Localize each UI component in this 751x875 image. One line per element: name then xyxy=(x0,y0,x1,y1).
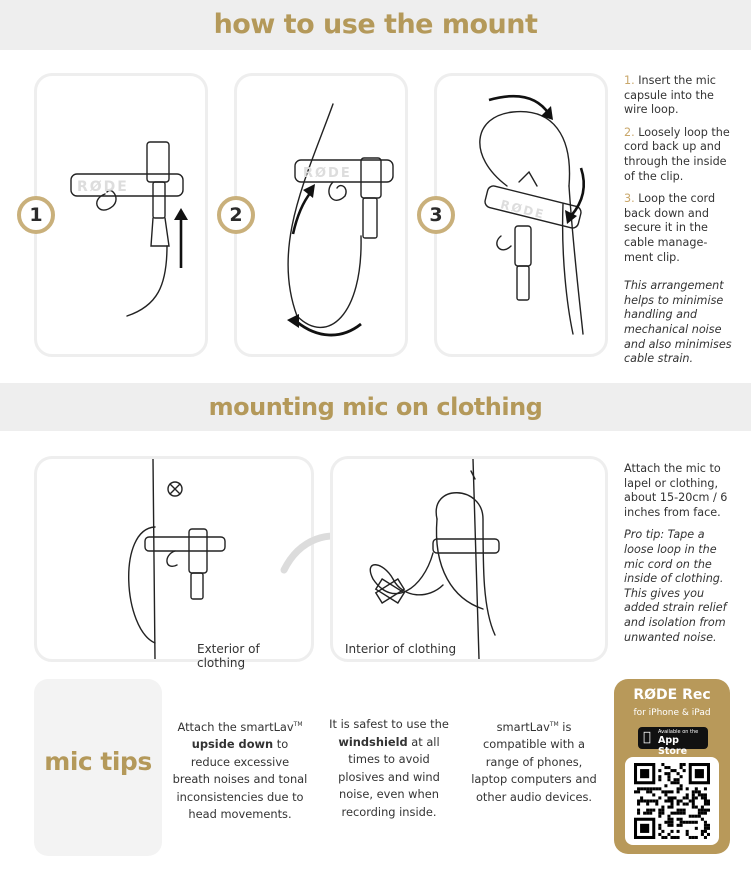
mic-tips-box xyxy=(34,679,162,856)
clothing-section-title: mounting mic on clothing xyxy=(208,393,543,421)
qr-code-icon xyxy=(634,763,710,839)
app-subtitle: for iPhone & iPad xyxy=(633,708,711,718)
app-store-badge-big: App Store xyxy=(658,735,688,757)
step-2-badge: 2 xyxy=(217,196,255,234)
tip-compatibility: smartLav™ is compatible with a range of phones, laptop computers and other audio devices. xyxy=(471,719,597,804)
step-3-illustration xyxy=(434,73,608,357)
interior-clothing-illustration xyxy=(330,456,608,662)
mount-note: This arrangement helps to minimise handling and mechanical noise and also minimises cable strain. xyxy=(624,279,732,366)
step-1-badge: 1 xyxy=(17,196,55,234)
mount-instructions xyxy=(624,74,736,375)
clothing-section-header xyxy=(0,383,751,431)
svg-text:RØDE: RØDE xyxy=(303,166,352,181)
step-3-badge: 3 xyxy=(417,196,455,234)
step-3-drawing xyxy=(437,76,605,354)
mount-section-title: how to use the mount xyxy=(213,9,538,40)
step-1-instruction: 1. Insert the mic capsule into the wire loop. xyxy=(624,74,716,117)
mount-section-header xyxy=(0,0,751,50)
rode-rec-app-promo xyxy=(614,679,730,854)
exterior-drawing xyxy=(37,459,311,659)
interior-drawing xyxy=(333,459,605,659)
step-1-illustration xyxy=(34,73,208,357)
app-store-badge[interactable] xyxy=(638,727,708,757)
step-3-instruction: 3. Loop the cord back down and secure it in the cable manage-ment clip. xyxy=(624,192,716,264)
clothing-instructions xyxy=(624,462,736,653)
tip-upside-down: Attach the smartLav™ upside down to reduce excessive breath noises and tonal inconsistencies due to head movements. xyxy=(172,719,308,822)
app-title: RØDE Rec xyxy=(633,687,711,703)
step-2-instruction: 2. Loosely loop the cord back up and through the inside of the clip. xyxy=(624,125,730,183)
app-store-badge-small: Available on the xyxy=(658,729,699,735)
clothing-instruction: Attach the mic to lapel or clothing, about 15-20cm / 6 inches from face. xyxy=(624,462,728,519)
step-2-illustration xyxy=(234,73,408,357)
qr-code[interactable] xyxy=(625,757,719,845)
svg-text:RØDE: RØDE xyxy=(499,197,547,222)
mic-tips-title: mic tips xyxy=(44,747,152,776)
interior-caption: Interior of clothing xyxy=(345,642,457,656)
svg-text:RØDE: RØDE xyxy=(77,179,129,195)
exterior-clothing-illustration xyxy=(34,456,314,670)
tip-windshield: It is safest to use the windshield at all times to avoid plosives and wind noise, even when recording inside. xyxy=(329,717,449,819)
apple-logo-icon xyxy=(643,730,651,745)
step-1-drawing xyxy=(37,76,205,354)
exterior-caption: Exterior of clothing xyxy=(197,642,260,670)
step-2-drawing xyxy=(237,76,405,354)
pro-tip: Pro tip: Tape a loose loop in the mic cord on the inside of clothing. This gives you added strain relief and isolation from unwanted noise. xyxy=(624,528,727,644)
